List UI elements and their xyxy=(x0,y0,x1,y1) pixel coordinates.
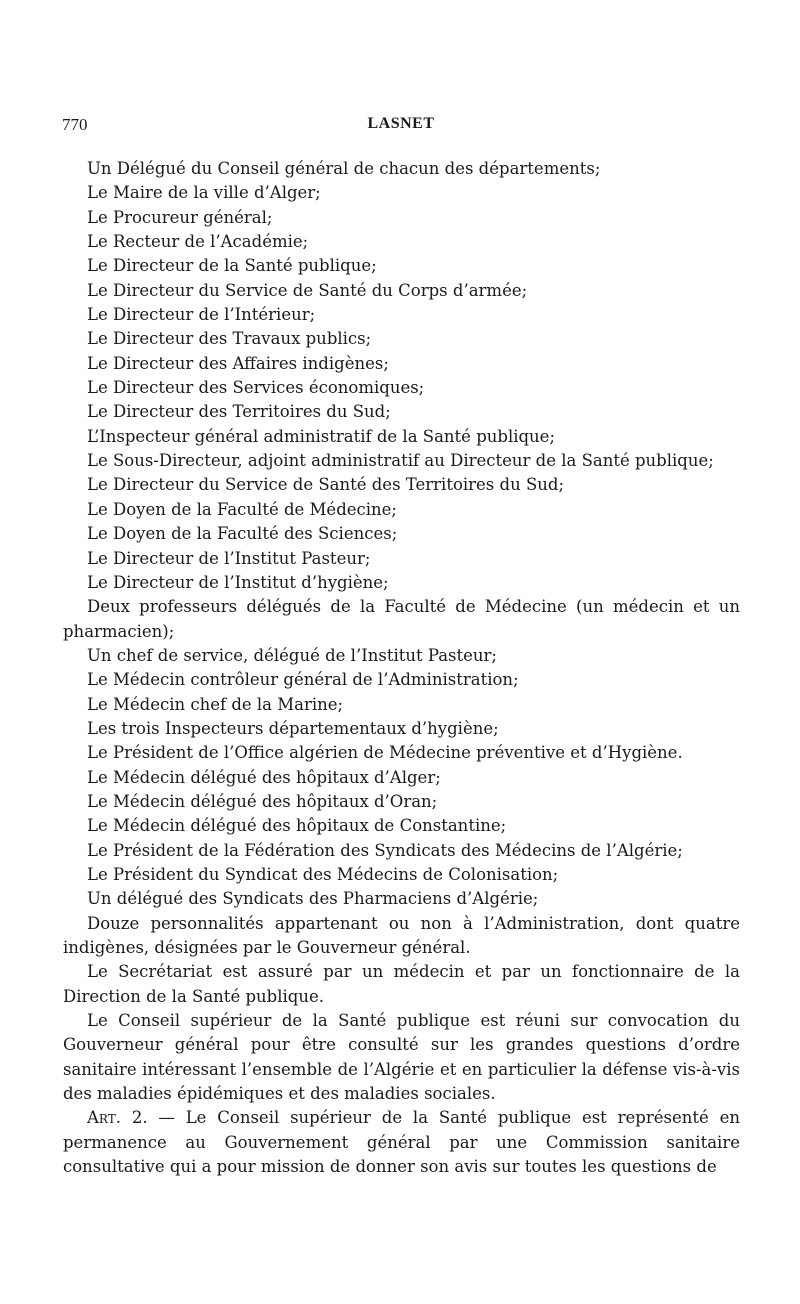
list-item: Un chef de service, délégué de l’Institut Pasteur; xyxy=(87,645,497,665)
list-item: Le Recteur de l’Académie; xyxy=(87,232,309,252)
list-item: Un délégué des Syndicats des Pharmaciens d’Algérie; xyxy=(87,889,539,909)
paragraph-douze-personnalites: Douze personnalités appartenant ou non à l’Administration, dont quatre indigènes, désignées par le Gouverneur général. xyxy=(63,913,740,957)
list-item: Les trois Inspecteurs départementaux d’hygiène; xyxy=(87,718,499,738)
page-number: 770 xyxy=(62,115,88,134)
list-item: Le Médecin chef de la Marine; xyxy=(87,694,344,714)
list-item: Le Directeur des Territoires du Sud; xyxy=(87,402,391,422)
list-item: Le Procureur général; xyxy=(87,207,273,227)
paragraph-article-2 xyxy=(63,1106,740,1179)
list-item: Le Directeur de l’Institut d’hygiène; xyxy=(87,572,389,592)
list-item: Le Directeur de l’Institut Pasteur; xyxy=(87,548,371,568)
list-item: Le Directeur du Service de Santé des Territoires du Sud; xyxy=(87,475,565,495)
list-item: Le Président du Syndicat des Médecins de Colonisation; xyxy=(87,864,559,884)
list-item: Le Directeur des Travaux publics; xyxy=(87,329,372,349)
article-label: Art. 2. xyxy=(87,1108,148,1128)
running-head: LASNET xyxy=(367,115,435,132)
list-item: Le Médecin délégué des hôpitaux d’Alger; xyxy=(87,767,441,787)
list-item: Le Médecin délégué des hôpitaux de Constantine; xyxy=(87,816,507,836)
list-item: Un Délégué du Conseil général de chacun des départements; xyxy=(87,159,601,178)
page-body xyxy=(63,157,740,1179)
paragraph-secretariat: Le Secrétariat est assuré par un médecin et par un fonctionnaire de la Direction de la Santé publique. xyxy=(63,962,740,1006)
list-item: Le Directeur de la Santé publique; xyxy=(87,256,377,276)
list-item: L’Inspecteur général administratif de la Santé publique; xyxy=(87,426,556,446)
paragraph-conseil-superieur: Le Conseil supérieur de la Santé publique est réuni sur convocation du Gouverneur général pour être consulté sur les grandes questions d’ordre sanitaire intéressant l’ensemble de l’Algérie et en particulier la défense vis-à-vis des maladies épidémiques et des maladies sociales. xyxy=(63,1011,740,1104)
list-item: Le Président de la Fédération des Syndicats des Médecins de l’Algérie; xyxy=(87,840,683,860)
list-item: Le Directeur du Service de Santé du Corps d’armée; xyxy=(87,280,528,300)
list-item: Le Directeur des Services économiques; xyxy=(87,378,425,398)
article-text: — Le Conseil supérieur de la Santé publique est représenté en permanence au Gouvernement général par une Commission sanitaire consultative qui a pour mission de donner son avis sur toutes les questions de xyxy=(63,1108,740,1177)
page-header xyxy=(62,115,740,139)
list-item: Le Médecin délégué des hôpitaux d’Oran; xyxy=(87,791,438,811)
list-item-wrapped: Deux professeurs délégués de la Faculté de Médecine (un médecin et un pharmacien); xyxy=(63,597,740,641)
list-item: Le Directeur des Affaires indigènes; xyxy=(87,353,389,373)
list-item: Le Médecin contrôleur général de l’Administration; xyxy=(87,670,519,690)
list-item-wrapped: Le Sous-Directeur, adjoint administratif au Directeur de la Santé publique; xyxy=(87,451,714,471)
list-item: Le Doyen de la Faculté de Médecine; xyxy=(87,499,397,519)
list-item: Le Président de l’Office algérien de Médecine préventive et d’Hygiène. xyxy=(87,743,683,763)
list-item: Le Maire de la ville d’Alger; xyxy=(87,183,321,203)
list-item: Le Directeur de l’Intérieur; xyxy=(87,305,316,325)
list-item: Le Doyen de la Faculté des Sciences; xyxy=(87,524,398,544)
